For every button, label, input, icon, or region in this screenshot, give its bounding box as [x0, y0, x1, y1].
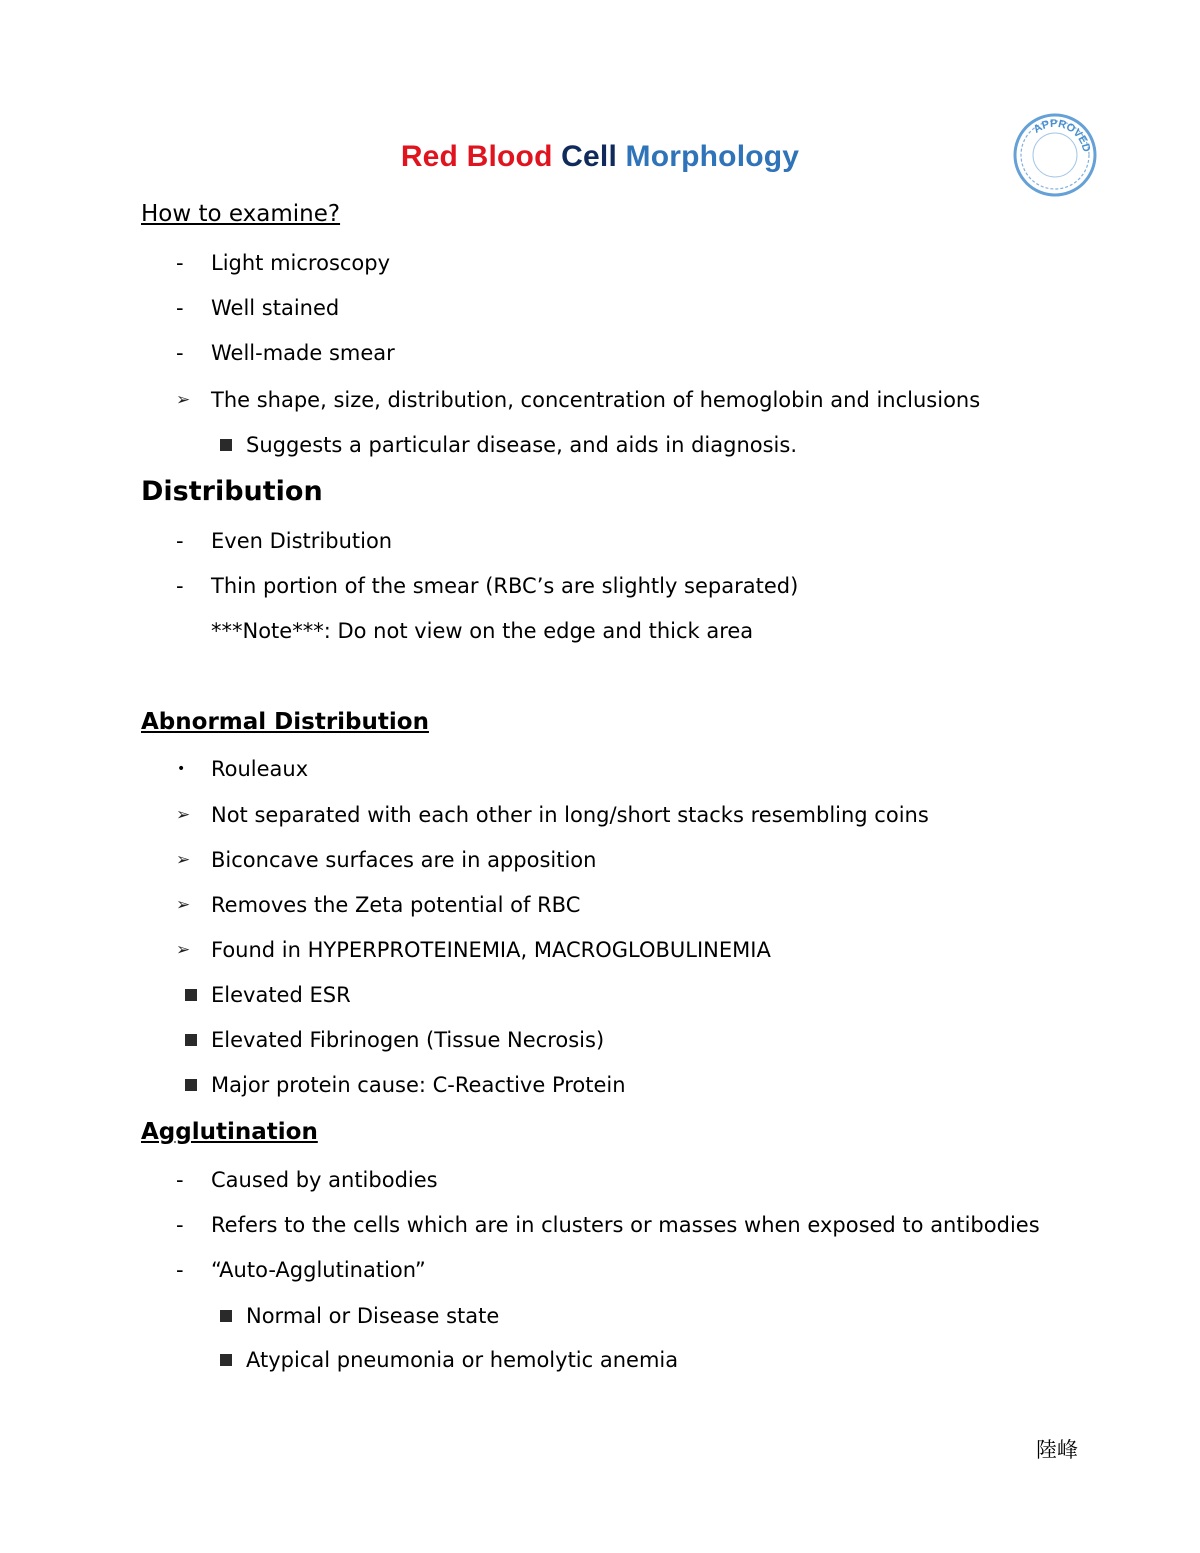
square-bullet: [220, 1354, 232, 1366]
arrow-marker: ➢: [176, 390, 191, 410]
abnormal-bullet: Rouleaux: [211, 757, 309, 781]
agglutination-item-3: “Auto-Agglutination”: [211, 1258, 426, 1282]
abnormal-arrow-3: Removes the Zeta potential of RBC: [211, 893, 581, 917]
dot-marker: •: [177, 761, 186, 777]
stamp-text: APPROVED: [1031, 117, 1093, 154]
examine-arrow-item: The shape, size, distribution, concentration of hemoglobin and inclusions: [211, 388, 981, 412]
title-red-blood: Red Blood: [400, 140, 553, 173]
dash-marker: -: [176, 1258, 184, 1282]
agglutination-heading: Agglutination: [141, 1119, 318, 1145]
agglutination-sub-1: Normal or Disease state: [246, 1304, 500, 1328]
arrow-marker: ➢: [176, 805, 191, 825]
dash-marker: -: [176, 574, 184, 598]
arrow-marker: ➢: [176, 895, 191, 915]
distribution-item-1: Even Distribution: [211, 529, 393, 553]
square-bullet: [185, 989, 197, 1001]
abnormal-heading: Abnormal Distribution: [141, 709, 429, 735]
author-signature: 陸峰: [1036, 1438, 1078, 1462]
abnormal-arrow-4: Found in HYPERPROTEINEMIA, MACROGLOBULINEMIA: [211, 938, 771, 962]
abnormal-square-3: Major protein cause: C-Reactive Protein: [211, 1073, 626, 1097]
examine-heading: How to examine?: [141, 201, 341, 227]
distribution-heading: Distribution: [141, 476, 323, 507]
dash-marker: -: [176, 529, 184, 553]
abnormal-square-2: Elevated Fibrinogen (Tissue Necrosis): [211, 1028, 605, 1052]
agglutination-item-2: Refers to the cells which are in clusters or masses when exposed to antibodies: [211, 1213, 1040, 1237]
dash-marker: -: [176, 1168, 184, 1192]
title-morphology: Morphology: [625, 140, 800, 173]
dash-marker: -: [176, 251, 184, 275]
title-cell: Cell: [561, 140, 617, 173]
dash-marker: -: [176, 296, 184, 320]
abnormal-arrow-1: Not separated with each other in long/short stacks resembling coins: [211, 803, 929, 827]
square-bullet: [185, 1034, 197, 1046]
examine-item-2: Well stained: [211, 296, 340, 320]
examine-item-1: Light microscopy: [211, 251, 391, 275]
square-bullet: [185, 1079, 197, 1091]
dash-marker: -: [176, 341, 184, 365]
square-bullet: [220, 1310, 232, 1322]
abnormal-arrow-2: Biconcave surfaces are in apposition: [211, 848, 597, 872]
distribution-note: ***Note***: Do not view on the edge and thick area: [211, 619, 754, 643]
distribution-item-2: Thin portion of the smear (RBC’s are slightly separated): [211, 574, 799, 598]
approved-stamp: [1012, 112, 1098, 198]
dash-marker: -: [176, 1213, 184, 1237]
examine-item-3: Well-made smear: [211, 341, 395, 365]
examine-sub-item: Suggests a particular disease, and aids in diagnosis.: [246, 433, 797, 457]
agglutination-item-1: Caused by antibodies: [211, 1168, 438, 1192]
arrow-marker: ➢: [176, 850, 191, 870]
square-bullet: [220, 439, 232, 451]
agglutination-sub-2: Atypical pneumonia or hemolytic anemia: [246, 1348, 679, 1372]
abnormal-square-1: Elevated ESR: [211, 983, 351, 1007]
arrow-marker: ➢: [176, 940, 191, 960]
